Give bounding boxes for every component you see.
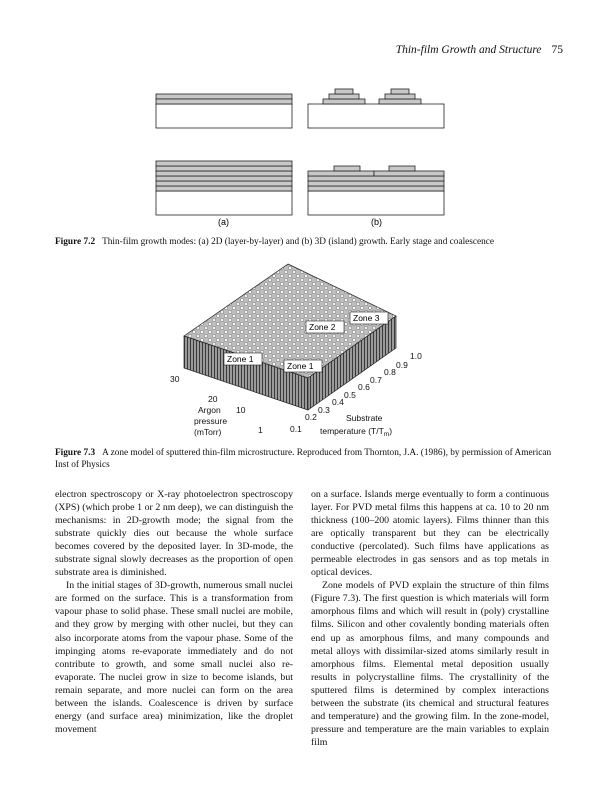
temp-label-2 — [320, 426, 392, 438]
pressure-label-3: (mTorr) — [194, 427, 222, 437]
zone-label-1a: Zone 1 — [227, 354, 254, 364]
paragraph: on a surface. Islands merge eventually to form a continuous layer. For PVD metal films this happens at ca. 10 to 20 nm thickness (100–200 atomic layers). Films thinner than this are optically transparent but they can be electrically conductive (percolated). Such films have applications as permeable electrodes in gas sensors and as top metals in optical devices. — [311, 489, 549, 579]
b-late-substrate — [308, 191, 444, 215]
b-late-layer-2 — [308, 181, 444, 186]
temp-tick-0.6: 0.6 — [358, 382, 370, 392]
paragraph: In the initial stages of 3D-growth, numerous small nuclei are formed on the surface. This is a transformation from vapour phase to solid phase. These small nuclei are mobile, and they grow by merging with other nuclei, but they can also incorporate atoms from the vapour phase. Some of the impinging atoms re-evaporate immediately and do not contribute to growth, and some small nuclei also re-evaporate. The nuclei grow in size to become islands, but remain separate, and more nuclei can form on the area between the islands. Coalescence is driven by surface energy (and surface area) minimization, like the droplet movement — [55, 580, 293, 735]
b-early-island-2-base — [379, 99, 421, 104]
figure-7-3 — [160, 258, 460, 448]
b-early-substrate — [308, 104, 444, 128]
zone-label-3: Zone 3 — [353, 313, 380, 323]
page-number: 75 — [551, 44, 563, 56]
figure-7-3-caption — [55, 447, 563, 471]
b-late-layer-4a — [308, 171, 374, 176]
pressure-label-2: pressure — [194, 416, 228, 426]
a-late-layer-4 — [156, 171, 292, 176]
growth-modes-diagram — [140, 78, 470, 228]
a-late-layer-2 — [156, 181, 292, 186]
label-a: (a) — [218, 217, 229, 227]
b-early-island-2-mid — [385, 94, 415, 99]
b-late-layer-3 — [308, 176, 444, 181]
temp-tick-0.4: 0.4 — [332, 397, 344, 407]
temp-tick-0.5: 0.5 — [344, 390, 356, 400]
label-b: (b) — [371, 217, 382, 227]
pressure-tick-1: 1 — [258, 425, 263, 435]
temp-tick-0.1: 0.1 — [290, 424, 302, 434]
running-head — [396, 44, 563, 56]
b-late-island-1 — [334, 166, 360, 171]
a-late-layer-6 — [156, 161, 292, 166]
paragraph: Zone models of PVD explain the structure of thin films (Figure 7.3). The first question is which materials will form amorphous films and which will result in (poly) crystalline films. Silicon and other covalently bonding materials often end up as amorphous films, and many compounds and metal alloys with dissimilar-sized atoms similarly result in amorphous films. Elemental metal deposition usually results in polycrystalline films. The crystallinity of the sputtered films is determined by complex interactions between the substrate (its chemical and structural features and temperature) and the growing film. In the zone-model, pressure and temperature are the main variables to explain film — [311, 580, 549, 748]
temp-tick-0.9: 0.9 — [396, 360, 408, 370]
caption-label: Figure 7.3 — [55, 448, 96, 458]
a-late-substrate — [156, 191, 292, 215]
b-late-island-2 — [389, 166, 415, 171]
temp-label-2-sub: m — [383, 431, 390, 438]
zone-model-diagram — [160, 258, 460, 448]
a-late-layer-5 — [156, 166, 292, 171]
a-early-substrate — [156, 104, 292, 128]
temp-label-1: Substrate — [346, 413, 383, 423]
a-late-layer-1 — [156, 186, 292, 191]
temp-label-2-main: temperature (T/T — [320, 426, 384, 436]
body-column-left — [55, 488, 293, 736]
temp-label-2-close: ) — [389, 426, 393, 436]
b-early-island-1-base — [323, 99, 365, 104]
b-early-island-1-top — [335, 89, 353, 94]
zone-label-1b: Zone 1 — [287, 361, 314, 371]
temp-tick-0.3: 0.3 — [318, 405, 330, 415]
a-early-layer-1 — [156, 99, 292, 104]
caption-text: A zone model of sputtered thin-film microstructure. Reproduced from Thornton, J.A. (1986), by permission of American Inst of Physics — [55, 448, 552, 471]
figure-7-2 — [140, 78, 470, 228]
running-head-title: Thin-film Growth and Structure — [395, 44, 542, 56]
a-late-layer-3 — [156, 176, 292, 181]
pressure-tick-30: 30 — [170, 374, 180, 384]
temp-tick-1.0: 1.0 — [410, 351, 422, 361]
b-early-island-2-top — [391, 89, 409, 94]
pressure-tick-20: 20 — [208, 394, 218, 404]
temp-tick-0.2: 0.2 — [305, 412, 317, 422]
figure-7-2-caption — [55, 236, 563, 248]
temp-tick-0.7: 0.7 — [370, 375, 382, 385]
pressure-label-1: Argon — [198, 405, 221, 415]
body-column-right — [311, 488, 549, 749]
b-early-island-1-mid — [329, 94, 359, 99]
caption-label: Figure 7.2 — [55, 237, 96, 247]
pressure-tick-10: 10 — [236, 405, 246, 415]
a-early-layer-2 — [156, 94, 292, 99]
caption-text: Thin-film growth modes: (a) 2D (layer-by-layer) and (b) 3D (island) growth. Early stage and coalescence — [102, 237, 495, 247]
paragraph: electron spectroscopy or X-ray photoelectron spectroscopy (XPS) (which probe 1 or 2 nm deep), we can distinguish the mechanisms: in 2D-growth mode; the signal from the substrate quickly dies out because the whole surface becomes covered by the deposited layer. In 3D-mode, the substrate signal slowly decreases as the proportion of open substrate area is diminished. — [55, 489, 293, 579]
temp-tick-0.8: 0.8 — [384, 367, 396, 377]
b-late-layer-1 — [308, 186, 444, 191]
zone-label-2: Zone 2 — [309, 322, 336, 332]
b-late-layer-4b — [374, 171, 444, 176]
